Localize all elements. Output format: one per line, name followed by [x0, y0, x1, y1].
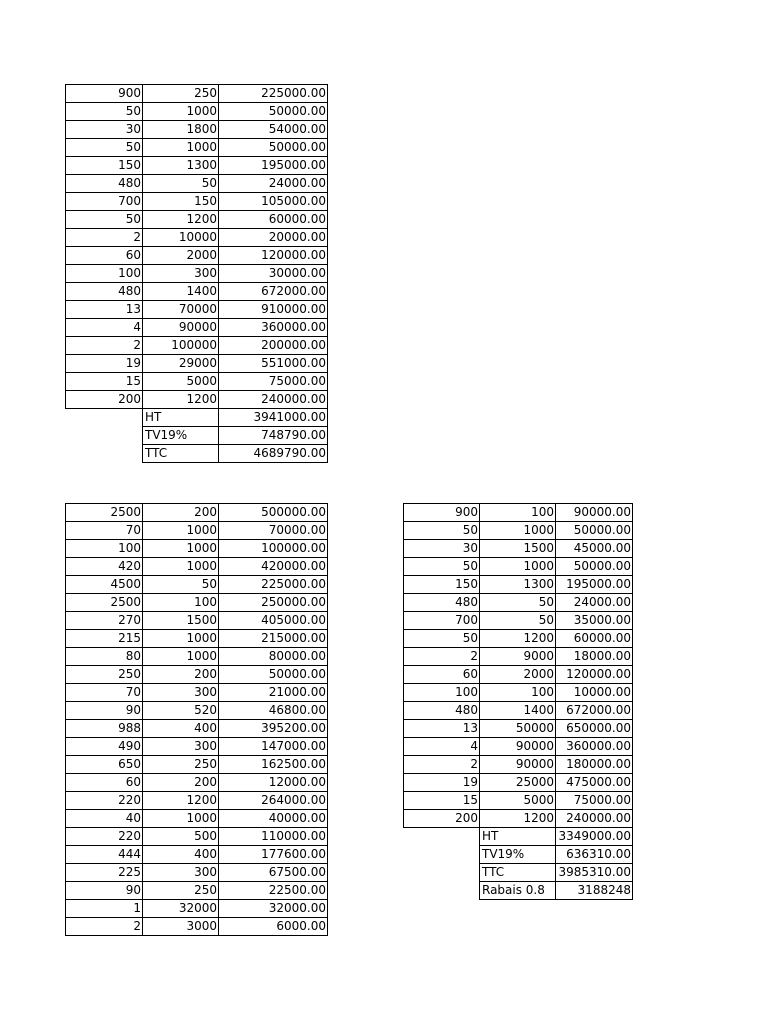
unit-price-cell[interactable]: 50000 — [480, 720, 556, 738]
unit-price-cell[interactable]: 50 — [480, 612, 556, 630]
quantity-cell[interactable]: 70 — [66, 522, 143, 540]
table-row — [66, 229, 328, 247]
unit-price-cell[interactable]: 1500 — [143, 612, 219, 630]
unit-price-cell[interactable]: 250 — [143, 756, 219, 774]
quantity-cell[interactable]: 50 — [66, 211, 143, 229]
table-row — [66, 594, 328, 612]
spreadsheet-table-1 — [65, 84, 328, 463]
amount-cell[interactable]: 250000.00 — [219, 594, 328, 612]
unit-price-cell[interactable]: 9000 — [480, 648, 556, 666]
unit-price-cell[interactable]: 1000 — [143, 139, 219, 157]
table-row — [66, 666, 328, 684]
quantity-cell[interactable]: 220 — [66, 792, 143, 810]
amount-cell[interactable]: 225000.00 — [219, 576, 328, 594]
amount-cell[interactable]: 672000.00 — [219, 283, 328, 301]
unit-price-cell[interactable]: 50 — [143, 175, 219, 193]
total-value-cell[interactable]: 4689790.00 — [219, 445, 328, 463]
table-row — [66, 900, 328, 918]
amount-cell[interactable]: 21000.00 — [219, 684, 328, 702]
quantity-cell[interactable]: 700 — [66, 193, 143, 211]
table-row — [66, 103, 328, 121]
quantity-cell[interactable]: 50 — [66, 139, 143, 157]
unit-price-cell[interactable]: 200 — [143, 774, 219, 792]
quantity-cell[interactable]: 50 — [404, 522, 480, 540]
table-row — [66, 612, 328, 630]
table-row — [66, 85, 328, 103]
quantity-cell[interactable]: 480 — [66, 283, 143, 301]
unit-price-cell[interactable]: 150 — [143, 193, 219, 211]
unit-price-cell[interactable]: 200 — [143, 666, 219, 684]
amount-cell[interactable]: 120000.00 — [219, 247, 328, 265]
table-row — [66, 540, 328, 558]
amount-cell[interactable]: 225000.00 — [219, 85, 328, 103]
quantity-cell[interactable]: 60 — [404, 666, 480, 684]
table-row — [66, 121, 328, 139]
amount-cell[interactable]: 6000.00 — [219, 918, 328, 936]
unit-price-cell[interactable]: 500 — [143, 828, 219, 846]
table-row — [66, 720, 328, 738]
table-row — [66, 846, 328, 864]
table-row — [66, 139, 328, 157]
unit-price-cell[interactable]: 1000 — [143, 558, 219, 576]
amount-cell[interactable]: 30000.00 — [219, 265, 328, 283]
table-row — [66, 319, 328, 337]
quantity-cell[interactable]: 900 — [404, 504, 480, 522]
unit-price-cell[interactable]: 300 — [143, 265, 219, 283]
amount-cell[interactable]: 80000.00 — [219, 648, 328, 666]
quantity-cell[interactable]: 2500 — [66, 594, 143, 612]
quantity-cell[interactable]: 220 — [66, 828, 143, 846]
empty-cell — [404, 864, 480, 882]
table-row — [404, 738, 633, 756]
amount-cell[interactable]: 46800.00 — [219, 702, 328, 720]
totals-row — [404, 882, 633, 900]
table-row — [66, 864, 328, 882]
table-row — [66, 738, 328, 756]
table-row — [404, 756, 633, 774]
quantity-cell[interactable]: 900 — [66, 85, 143, 103]
quantity-cell[interactable]: 2500 — [66, 504, 143, 522]
totals-row — [404, 828, 633, 846]
unit-price-cell[interactable]: 1000 — [480, 522, 556, 540]
unit-price-cell[interactable]: 3000 — [143, 918, 219, 936]
unit-price-cell[interactable]: 50 — [480, 594, 556, 612]
unit-price-cell[interactable]: 1000 — [143, 630, 219, 648]
table-row — [66, 283, 328, 301]
quantity-cell[interactable]: 200 — [66, 391, 143, 409]
amount-cell[interactable]: 500000.00 — [219, 504, 328, 522]
quantity-cell[interactable]: 420 — [66, 558, 143, 576]
quantity-cell[interactable]: 50 — [404, 558, 480, 576]
table-row — [66, 810, 328, 828]
amount-cell[interactable]: 195000.00 — [556, 576, 633, 594]
table-row — [404, 522, 633, 540]
quantity-cell[interactable]: 480 — [404, 594, 480, 612]
unit-price-cell[interactable]: 32000 — [143, 900, 219, 918]
amount-cell[interactable]: 672000.00 — [556, 702, 633, 720]
table-row — [66, 157, 328, 175]
quantity-cell[interactable]: 30 — [404, 540, 480, 558]
table-row — [66, 247, 328, 265]
amount-cell[interactable]: 100000.00 — [219, 540, 328, 558]
table-row — [66, 355, 328, 373]
amount-cell[interactable]: 177600.00 — [219, 846, 328, 864]
unit-price-cell[interactable]: 300 — [143, 684, 219, 702]
amount-cell[interactable]: 240000.00 — [556, 810, 633, 828]
table-row — [404, 504, 633, 522]
unit-price-cell[interactable]: 2000 — [143, 247, 219, 265]
table-row — [66, 504, 328, 522]
unit-price-cell[interactable]: 90000 — [143, 319, 219, 337]
table-row — [66, 756, 328, 774]
quantity-cell[interactable]: 15 — [66, 373, 143, 391]
amount-cell[interactable]: 240000.00 — [219, 391, 328, 409]
amount-cell[interactable]: 420000.00 — [219, 558, 328, 576]
empty-cell — [404, 882, 480, 900]
quantity-cell[interactable]: 490 — [66, 738, 143, 756]
totals-row — [66, 409, 328, 427]
quantity-cell[interactable]: 40 — [66, 810, 143, 828]
quantity-cell[interactable]: 19 — [66, 355, 143, 373]
unit-price-cell[interactable]: 1000 — [143, 648, 219, 666]
unit-price-cell[interactable]: 200 — [143, 504, 219, 522]
quantity-cell[interactable]: 70 — [66, 684, 143, 702]
unit-price-cell[interactable]: 50 — [143, 576, 219, 594]
total-label-cell[interactable]: TTC — [143, 445, 219, 463]
amount-cell[interactable]: 12000.00 — [219, 774, 328, 792]
amount-cell[interactable]: 180000.00 — [556, 756, 633, 774]
amount-cell[interactable]: 18000.00 — [556, 648, 633, 666]
table-row — [66, 576, 328, 594]
total-value-cell[interactable]: 748790.00 — [219, 427, 328, 445]
total-value-cell[interactable]: 3941000.00 — [219, 409, 328, 427]
unit-price-cell[interactable]: 1300 — [480, 576, 556, 594]
amount-cell[interactable]: 650000.00 — [556, 720, 633, 738]
quantity-cell[interactable]: 4500 — [66, 576, 143, 594]
total-label-cell[interactable]: TV19% — [143, 427, 219, 445]
table-row — [404, 540, 633, 558]
quantity-cell[interactable]: 2 — [66, 337, 143, 355]
quantity-cell[interactable]: 444 — [66, 846, 143, 864]
unit-price-cell[interactable]: 300 — [143, 738, 219, 756]
quantity-cell[interactable]: 30 — [66, 121, 143, 139]
unit-price-cell[interactable]: 520 — [143, 702, 219, 720]
table-row — [404, 792, 633, 810]
totals-row — [66, 427, 328, 445]
quantity-cell[interactable]: 2 — [404, 648, 480, 666]
unit-price-cell[interactable]: 250 — [143, 882, 219, 900]
unit-price-cell[interactable]: 25000 — [480, 774, 556, 792]
quantity-cell[interactable]: 80 — [66, 648, 143, 666]
table-row — [66, 558, 328, 576]
amount-cell[interactable]: 475000.00 — [556, 774, 633, 792]
unit-price-cell[interactable]: 1400 — [480, 702, 556, 720]
unit-price-cell[interactable]: 1200 — [143, 391, 219, 409]
table-row — [66, 391, 328, 409]
table-row — [404, 720, 633, 738]
unit-price-cell[interactable]: 1200 — [143, 792, 219, 810]
amount-cell[interactable]: 50000.00 — [556, 558, 633, 576]
unit-price-cell[interactable]: 1000 — [143, 540, 219, 558]
unit-price-cell[interactable]: 1200 — [480, 630, 556, 648]
amount-cell[interactable]: 40000.00 — [219, 810, 328, 828]
quantity-cell[interactable]: 150 — [404, 576, 480, 594]
quantity-cell[interactable]: 19 — [404, 774, 480, 792]
table-row — [404, 630, 633, 648]
total-label-cell[interactable]: Rabais 0.8 — [480, 882, 556, 900]
amount-cell[interactable]: 50000.00 — [219, 103, 328, 121]
total-value-cell[interactable]: 3985310.00 — [556, 864, 633, 882]
quantity-cell[interactable]: 60 — [66, 774, 143, 792]
table-row — [66, 211, 328, 229]
amount-cell[interactable]: 50000.00 — [556, 522, 633, 540]
amount-cell[interactable]: 60000.00 — [219, 211, 328, 229]
amount-cell[interactable]: 70000.00 — [219, 522, 328, 540]
amount-cell[interactable]: 10000.00 — [556, 684, 633, 702]
table-row — [404, 810, 633, 828]
amount-cell[interactable]: 200000.00 — [219, 337, 328, 355]
quantity-cell[interactable]: 60 — [66, 247, 143, 265]
unit-price-cell[interactable]: 300 — [143, 864, 219, 882]
table-row — [66, 630, 328, 648]
unit-price-cell[interactable]: 100 — [480, 684, 556, 702]
amount-cell[interactable]: 75000.00 — [219, 373, 328, 391]
unit-price-cell[interactable]: 90000 — [480, 756, 556, 774]
amount-cell[interactable]: 45000.00 — [556, 540, 633, 558]
total-value-cell[interactable]: 3349000.00 — [556, 828, 633, 846]
table-row — [66, 373, 328, 391]
quantity-cell[interactable]: 100 — [404, 684, 480, 702]
unit-price-cell[interactable]: 5000 — [143, 373, 219, 391]
unit-price-cell[interactable]: 100 — [480, 504, 556, 522]
amount-cell[interactable]: 120000.00 — [556, 666, 633, 684]
table-row — [404, 612, 633, 630]
table-row — [404, 774, 633, 792]
amount-cell[interactable]: 50000.00 — [219, 139, 328, 157]
unit-price-cell[interactable]: 10000 — [143, 229, 219, 247]
unit-price-cell[interactable]: 1200 — [480, 810, 556, 828]
amount-cell[interactable]: 360000.00 — [219, 319, 328, 337]
amount-cell[interactable]: 910000.00 — [219, 301, 328, 319]
table-row — [66, 774, 328, 792]
quantity-cell[interactable]: 2 — [66, 229, 143, 247]
table-row — [66, 702, 328, 720]
quantity-cell[interactable]: 270 — [66, 612, 143, 630]
table-row — [404, 666, 633, 684]
table-row — [404, 558, 633, 576]
quantity-cell[interactable]: 150 — [66, 157, 143, 175]
totals-row — [404, 864, 633, 882]
quantity-cell[interactable]: 15 — [404, 792, 480, 810]
amount-cell[interactable]: 195000.00 — [219, 157, 328, 175]
quantity-cell[interactable]: 650 — [66, 756, 143, 774]
quantity-cell[interactable]: 225 — [66, 864, 143, 882]
quantity-cell[interactable]: 50 — [404, 630, 480, 648]
quantity-cell[interactable]: 480 — [404, 702, 480, 720]
empty-cell — [404, 846, 480, 864]
totals-row — [404, 846, 633, 864]
amount-cell[interactable]: 215000.00 — [219, 630, 328, 648]
amount-cell[interactable]: 405000.00 — [219, 612, 328, 630]
table-row — [66, 918, 328, 936]
quantity-cell[interactable]: 250 — [66, 666, 143, 684]
total-value-cell[interactable]: 636310.00 — [556, 846, 633, 864]
total-label-cell[interactable]: HT — [480, 828, 556, 846]
amount-cell[interactable]: 90000.00 — [556, 504, 633, 522]
quantity-cell[interactable]: 100 — [66, 265, 143, 283]
unit-price-cell[interactable]: 400 — [143, 846, 219, 864]
quantity-cell[interactable]: 50 — [66, 103, 143, 121]
table-row — [404, 684, 633, 702]
quantity-cell[interactable]: 2 — [404, 756, 480, 774]
unit-price-cell[interactable]: 1000 — [143, 522, 219, 540]
total-label-cell[interactable]: HT — [143, 409, 219, 427]
quantity-cell[interactable]: 13 — [404, 720, 480, 738]
amount-cell[interactable]: 395200.00 — [219, 720, 328, 738]
table-row — [66, 522, 328, 540]
amount-cell[interactable]: 360000.00 — [556, 738, 633, 756]
unit-price-cell[interactable]: 100000 — [143, 337, 219, 355]
amount-cell[interactable]: 551000.00 — [219, 355, 328, 373]
unit-price-cell[interactable]: 1800 — [143, 121, 219, 139]
empty-cell — [66, 427, 143, 445]
unit-price-cell[interactable]: 5000 — [480, 792, 556, 810]
table-row — [66, 337, 328, 355]
quantity-cell[interactable]: 1 — [66, 900, 143, 918]
unit-price-cell[interactable]: 400 — [143, 720, 219, 738]
quantity-cell[interactable]: 90 — [66, 882, 143, 900]
unit-price-cell[interactable]: 29000 — [143, 355, 219, 373]
amount-cell[interactable]: 54000.00 — [219, 121, 328, 139]
spreadsheet-table-2 — [65, 503, 328, 936]
table-row — [66, 684, 328, 702]
spreadsheet-table-3 — [403, 503, 633, 900]
amount-cell[interactable]: 35000.00 — [556, 612, 633, 630]
amount-cell[interactable]: 162500.00 — [219, 756, 328, 774]
unit-price-cell[interactable]: 100 — [143, 594, 219, 612]
table-row — [404, 576, 633, 594]
quantity-cell[interactable]: 90 — [66, 702, 143, 720]
quantity-cell[interactable]: 13 — [66, 301, 143, 319]
amount-cell[interactable]: 264000.00 — [219, 792, 328, 810]
quantity-cell[interactable]: 100 — [66, 540, 143, 558]
total-value-cell[interactable]: 3188248 — [556, 882, 633, 900]
amount-cell[interactable]: 24000.00 — [219, 175, 328, 193]
unit-price-cell[interactable]: 1400 — [143, 283, 219, 301]
amount-cell[interactable]: 22500.00 — [219, 882, 328, 900]
table-row — [404, 702, 633, 720]
unit-price-cell[interactable]: 1500 — [480, 540, 556, 558]
table-row — [66, 301, 328, 319]
amount-cell[interactable]: 67500.00 — [219, 864, 328, 882]
quantity-cell[interactable]: 4 — [66, 319, 143, 337]
table-row — [66, 265, 328, 283]
table-row — [66, 882, 328, 900]
amount-cell[interactable]: 75000.00 — [556, 792, 633, 810]
amount-cell[interactable]: 147000.00 — [219, 738, 328, 756]
quantity-cell[interactable]: 988 — [66, 720, 143, 738]
amount-cell[interactable]: 32000.00 — [219, 900, 328, 918]
amount-cell[interactable]: 24000.00 — [556, 594, 633, 612]
total-label-cell[interactable]: TV19% — [480, 846, 556, 864]
table-row — [66, 175, 328, 193]
amount-cell[interactable]: 20000.00 — [219, 229, 328, 247]
table-row — [66, 828, 328, 846]
total-label-cell[interactable]: TTC — [480, 864, 556, 882]
quantity-cell[interactable]: 2 — [66, 918, 143, 936]
amount-cell[interactable]: 50000.00 — [219, 666, 328, 684]
unit-price-cell[interactable]: 2000 — [480, 666, 556, 684]
empty-cell — [404, 828, 480, 846]
table-row — [404, 648, 633, 666]
unit-price-cell[interactable]: 1300 — [143, 157, 219, 175]
table-row — [66, 193, 328, 211]
amount-cell[interactable]: 60000.00 — [556, 630, 633, 648]
unit-price-cell[interactable]: 90000 — [480, 738, 556, 756]
unit-price-cell[interactable]: 250 — [143, 85, 219, 103]
quantity-cell[interactable]: 700 — [404, 612, 480, 630]
table-row — [404, 594, 633, 612]
empty-cell — [66, 445, 143, 463]
unit-price-cell[interactable]: 70000 — [143, 301, 219, 319]
table-row — [66, 648, 328, 666]
unit-price-cell[interactable]: 1000 — [480, 558, 556, 576]
quantity-cell[interactable]: 4 — [404, 738, 480, 756]
empty-cell — [66, 409, 143, 427]
quantity-cell[interactable]: 200 — [404, 810, 480, 828]
unit-price-cell[interactable]: 1200 — [143, 211, 219, 229]
quantity-cell[interactable]: 215 — [66, 630, 143, 648]
totals-row — [66, 445, 328, 463]
table-row — [66, 792, 328, 810]
amount-cell[interactable]: 105000.00 — [219, 193, 328, 211]
quantity-cell[interactable]: 480 — [66, 175, 143, 193]
unit-price-cell[interactable]: 1000 — [143, 810, 219, 828]
unit-price-cell[interactable]: 1000 — [143, 103, 219, 121]
amount-cell[interactable]: 110000.00 — [219, 828, 328, 846]
